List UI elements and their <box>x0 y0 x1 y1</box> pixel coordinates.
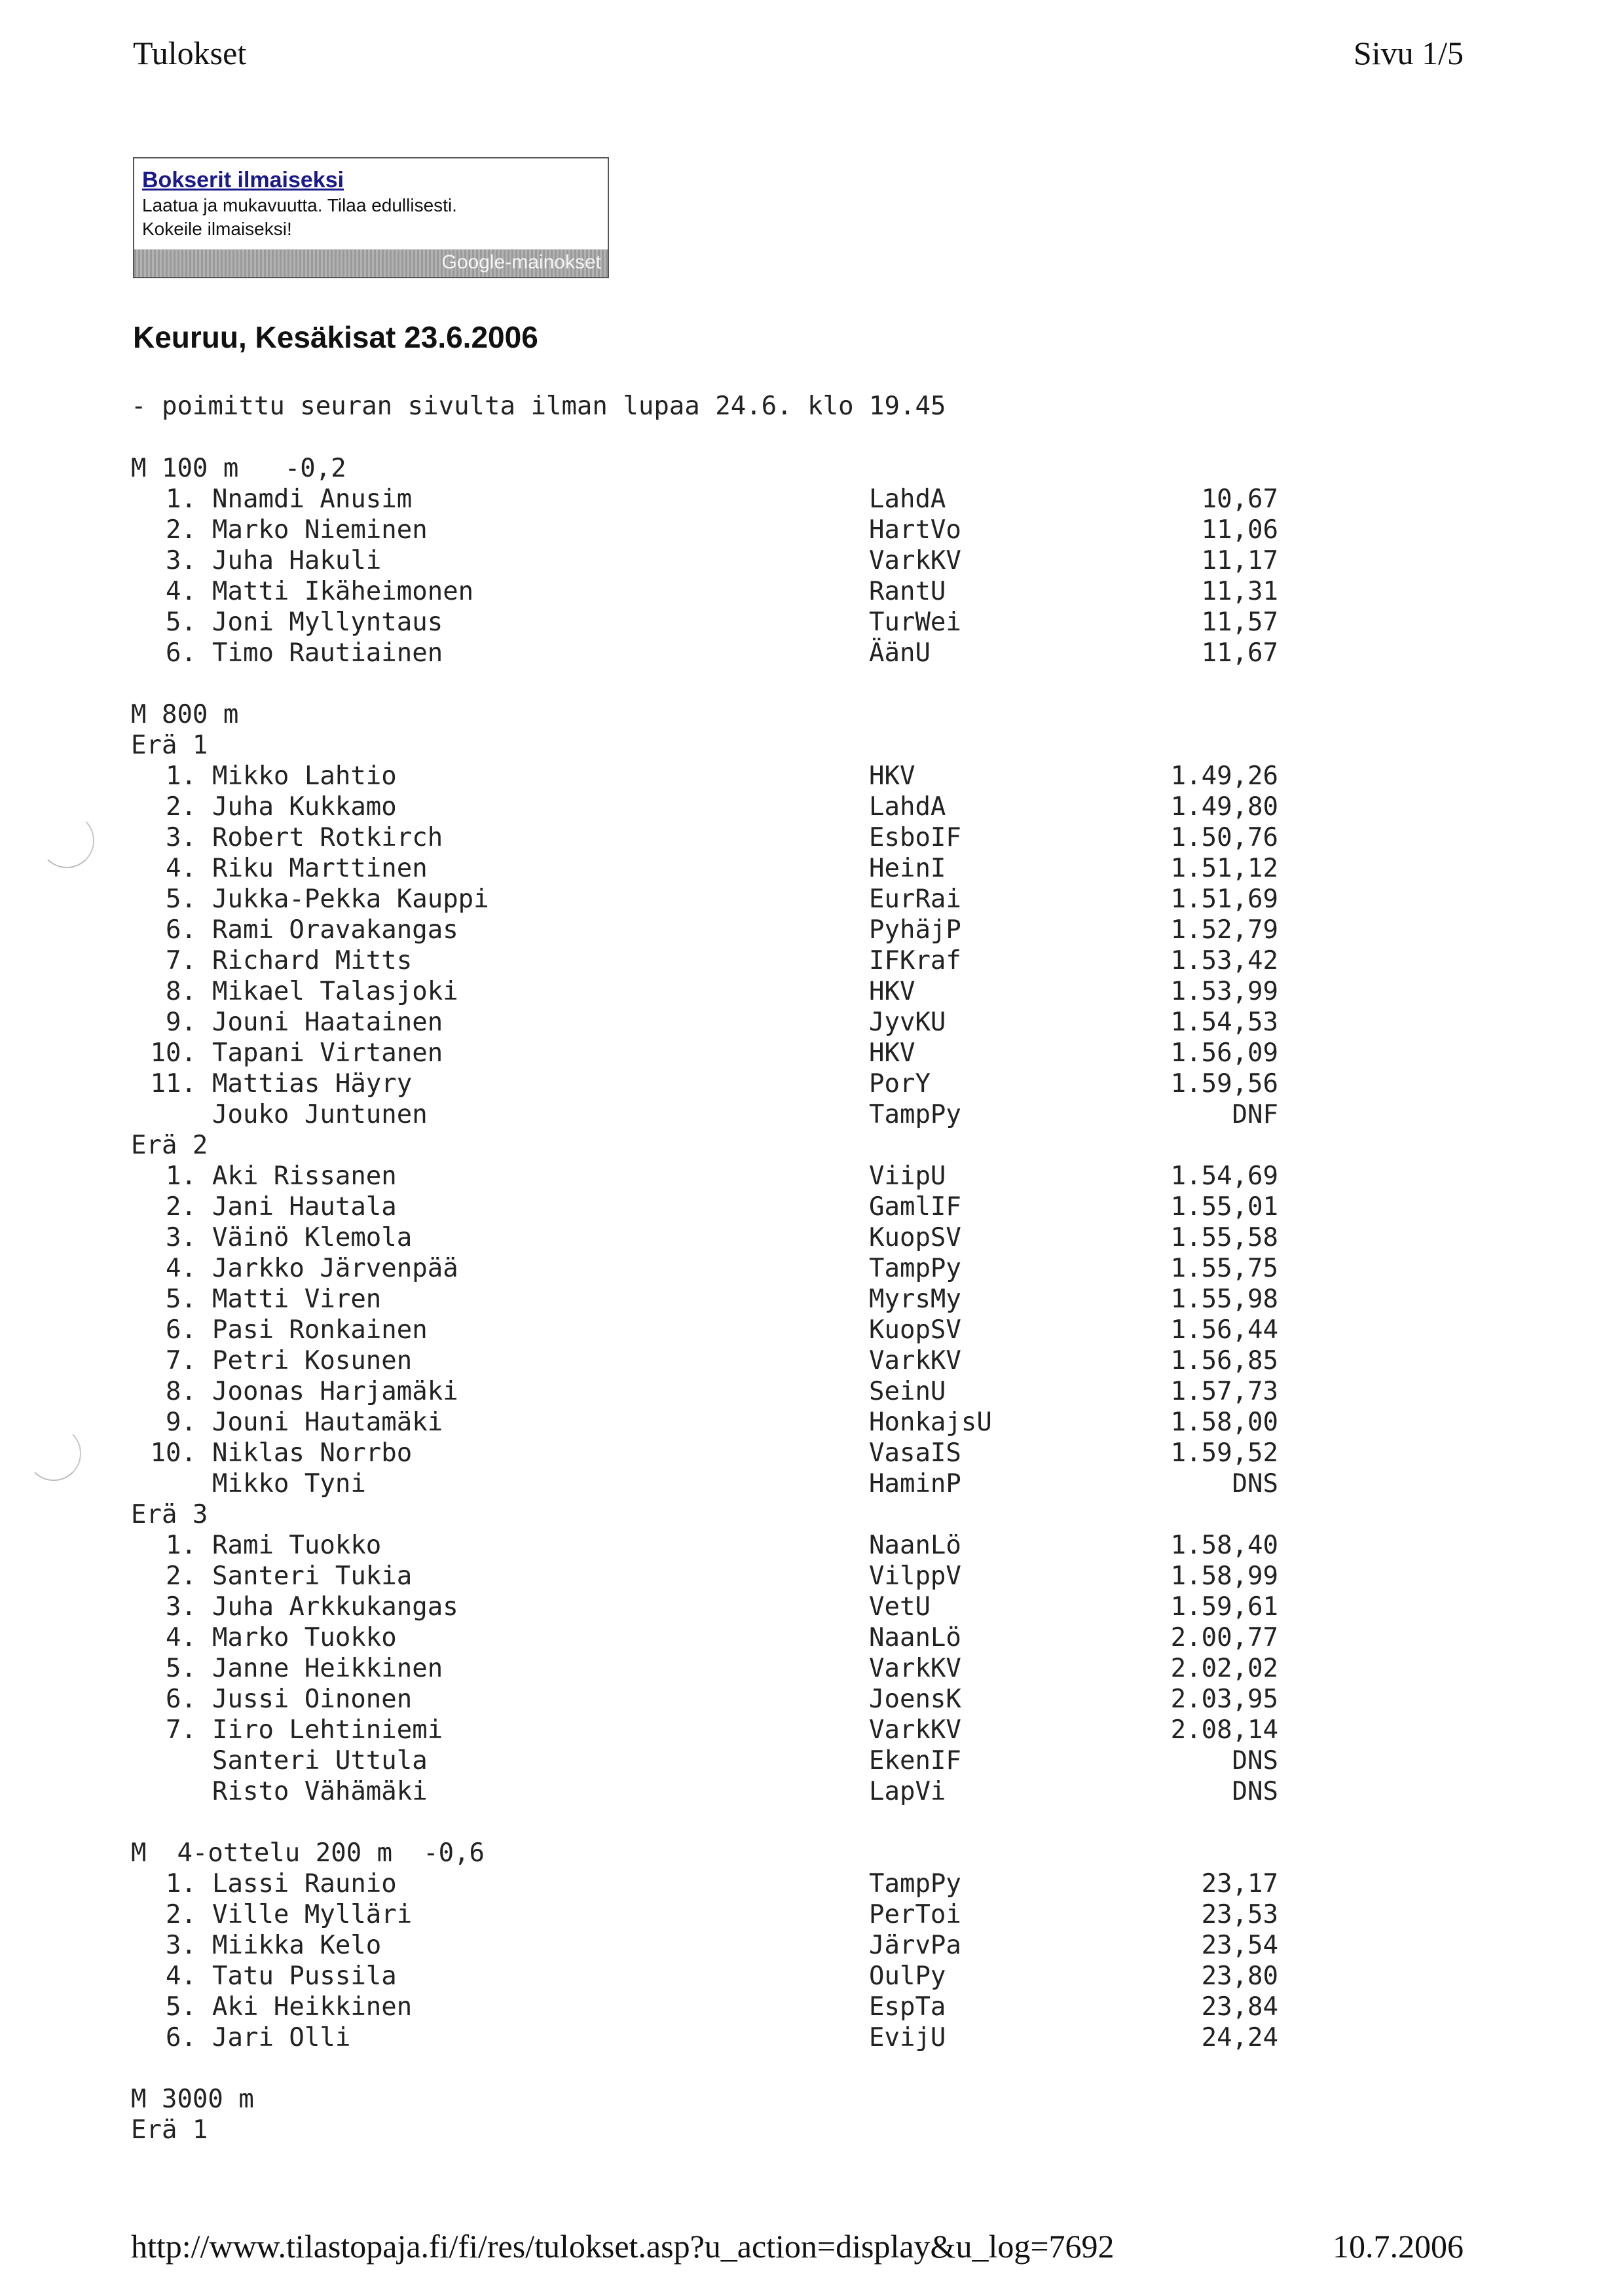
athlete-name: Juha Hakuli <box>212 546 382 575</box>
result-time: 2.08,14 <box>1170 1715 1278 1745</box>
result-place: 11. <box>150 1069 196 1099</box>
club-name: VarkKV <box>869 1654 961 1683</box>
result-place: 10. <box>150 1038 196 1068</box>
result-row <box>0 1746 1624 1777</box>
result-place: 3. <box>166 823 196 852</box>
result-time: 1.53,99 <box>1170 977 1278 1006</box>
club-name: IFKraf <box>869 946 961 975</box>
result-time: 1.59,56 <box>1170 1069 1278 1099</box>
result-place: 7. <box>166 1346 196 1376</box>
club-name: LahdA <box>869 484 946 514</box>
club-name: HonkajsU <box>869 1408 992 1437</box>
club-name: LapVi <box>869 1777 946 1806</box>
heat-label: Erä 1 <box>131 731 208 760</box>
punch-hole-mark <box>26 1426 81 1481</box>
club-name: PyhäjP <box>869 915 961 945</box>
event-heading: M 4-ottelu 200 m -0,6 <box>131 1838 485 1868</box>
result-time: 11,17 <box>1201 546 1278 575</box>
result-time: 2.02,02 <box>1170 1654 1278 1683</box>
club-name: TampPy <box>869 1869 961 1899</box>
result-row <box>0 1408 1624 1438</box>
result-time: 1.52,79 <box>1170 915 1278 945</box>
club-name: ÄänU <box>869 638 931 668</box>
club-name: TampPy <box>869 1254 961 1283</box>
result-row <box>0 946 1624 977</box>
result-place: 2. <box>166 1192 196 1222</box>
heat-label: Erä 2 <box>131 1131 208 1160</box>
result-time: 23,54 <box>1201 1931 1278 1960</box>
result-place: 7. <box>166 946 196 975</box>
result-place: 8. <box>166 1377 196 1406</box>
athlete-name: Tapani Virtanen <box>212 1038 443 1068</box>
heat-label: Erä 1 <box>131 2115 208 2145</box>
result-time: 1.58,40 <box>1170 1531 1278 1560</box>
result-place: 10. <box>150 1438 196 1468</box>
result-place: 5. <box>166 1285 196 1314</box>
athlete-name: Lassi Raunio <box>212 1869 397 1899</box>
result-row <box>0 1008 1624 1038</box>
heat-label: Erä 3 <box>131 1500 208 1529</box>
result-time: 11,67 <box>1201 638 1278 668</box>
result-row <box>0 1931 1624 1961</box>
result-row <box>0 1715 1624 1746</box>
result-row <box>0 1561 1624 1592</box>
result-row <box>0 761 1624 792</box>
athlete-name: Mikko Lahtio <box>212 761 397 791</box>
result-place: 2. <box>166 1561 196 1591</box>
club-name: VasaIS <box>869 1438 961 1468</box>
athlete-name: Joni Myllyntaus <box>212 608 443 637</box>
result-time: 1.58,00 <box>1170 1408 1278 1437</box>
result-place: 1. <box>166 484 196 514</box>
event-heading: M 100 m -0,2 <box>131 454 346 483</box>
footer-date: 10.7.2006 <box>1333 2228 1464 2265</box>
result-row <box>0 1254 1624 1285</box>
athlete-name: Aki Heikkinen <box>212 1992 413 2022</box>
athlete-name: Aki Rissanen <box>212 1161 397 1191</box>
club-name: HeinI <box>869 854 946 883</box>
club-name: HartVo <box>869 515 961 545</box>
page-title: Keuruu, Kesäkisat 23.6.2006 <box>133 320 538 354</box>
club-name: HaminP <box>869 1469 961 1499</box>
result-place: 6. <box>166 1315 196 1345</box>
athlete-name: Petri Kosunen <box>212 1346 413 1376</box>
result-time: 1.55,01 <box>1170 1192 1278 1222</box>
club-name: NaanLö <box>869 1623 961 1652</box>
result-place: 2. <box>166 1900 196 1929</box>
result-row <box>0 1992 1624 2023</box>
club-name: LahdA <box>869 792 946 822</box>
result-time: DNS <box>1232 1777 1278 1806</box>
result-time: 1.50,76 <box>1170 823 1278 852</box>
result-row <box>0 1961 1624 1992</box>
result-row <box>0 1069 1624 1100</box>
club-name: GamlIF <box>869 1192 961 1222</box>
result-row <box>0 884 1624 915</box>
result-place: 9. <box>166 1008 196 1037</box>
punch-hole-mark <box>39 813 94 868</box>
athlete-name: Jouni Hautamäki <box>212 1408 443 1437</box>
club-name: VilppV <box>869 1561 961 1591</box>
athlete-name: Rami Oravakangas <box>212 915 458 945</box>
result-place: 4. <box>166 1254 196 1283</box>
result-time: 1.51,12 <box>1170 854 1278 883</box>
athlete-name: Matti Viren <box>212 1285 382 1314</box>
club-name: PerToi <box>869 1900 961 1929</box>
athlete-name: Juha Arkkukangas <box>212 1592 458 1622</box>
result-row <box>0 823 1624 854</box>
result-row <box>0 1777 1624 1808</box>
result-row <box>0 608 1624 638</box>
club-name: OulPy <box>869 1961 946 1991</box>
athlete-name: Timo Rautiainen <box>212 638 443 668</box>
result-time: 1.54,53 <box>1170 1008 1278 1037</box>
athlete-name: Ville Mylläri <box>212 1900 413 1929</box>
athlete-name: Jari Olli <box>212 2023 351 2052</box>
club-name: VarkKV <box>869 546 961 575</box>
ad-footer-label[interactable]: Google-mainokset <box>441 251 601 273</box>
athlete-name: Risto Vähämäki <box>212 1777 428 1806</box>
club-name: HKV <box>869 1038 915 1068</box>
ad-footer-bar[interactable] <box>134 249 608 277</box>
result-row <box>0 1531 1624 1561</box>
result-place: 3. <box>166 1931 196 1960</box>
result-row <box>0 546 1624 577</box>
club-name: EurRai <box>869 884 961 914</box>
result-place: 5. <box>166 608 196 637</box>
result-row <box>0 2023 1624 2054</box>
result-row <box>0 1592 1624 1623</box>
result-time: 10,67 <box>1201 484 1278 514</box>
result-time: 23,80 <box>1201 1961 1278 1991</box>
result-row <box>0 792 1624 823</box>
result-time: 23,84 <box>1201 1992 1278 2022</box>
athlete-name: Janne Heikkinen <box>212 1654 443 1683</box>
result-place: 1. <box>166 1869 196 1899</box>
athlete-name: Väinö Klemola <box>212 1223 413 1252</box>
result-time: 1.58,99 <box>1170 1561 1278 1591</box>
result-time: 11,31 <box>1201 577 1278 606</box>
club-name: MyrsMy <box>869 1285 961 1314</box>
result-place: 2. <box>166 515 196 545</box>
result-time: 1.49,26 <box>1170 761 1278 791</box>
result-row <box>0 1900 1624 1931</box>
result-time: 1.51,69 <box>1170 884 1278 914</box>
result-row <box>0 577 1624 608</box>
athlete-name: Juha Kukkamo <box>212 792 397 822</box>
result-place: 5. <box>166 1992 196 2022</box>
result-time: 2.00,77 <box>1170 1623 1278 1652</box>
result-place: 9. <box>166 1408 196 1437</box>
athlete-name: Robert Rotkirch <box>212 823 443 852</box>
result-row <box>0 484 1624 515</box>
ad-text-line-2: Kokeile ilmaiseksi! <box>142 219 292 239</box>
result-place: 6. <box>166 1685 196 1714</box>
result-place: 4. <box>166 854 196 883</box>
result-time: 1.56,85 <box>1170 1346 1278 1376</box>
athlete-name: Rami Tuokko <box>212 1531 382 1560</box>
club-name: JoensK <box>869 1685 961 1714</box>
footer-url: http://www.tilastopaja.fi/fi/res/tulokset.asp?u_action=display&u_log=7692 <box>131 2228 1115 2265</box>
athlete-name: Jouni Haatainen <box>212 1008 443 1037</box>
result-place: 5. <box>166 1654 196 1683</box>
result-place: 6. <box>166 915 196 945</box>
google-ad-box[interactable] <box>133 157 609 278</box>
result-place: 3. <box>166 1592 196 1622</box>
ad-text-line-1: Laatua ja mukavuutta. Tilaa edullisesti. <box>142 195 457 215</box>
result-time: DNS <box>1232 1746 1278 1776</box>
result-row <box>0 1223 1624 1254</box>
result-row <box>0 1869 1624 1900</box>
club-name: VarkKV <box>869 1346 961 1376</box>
athlete-name: Mattias Häyry <box>212 1069 413 1099</box>
result-row <box>0 915 1624 946</box>
result-time: 1.55,75 <box>1170 1254 1278 1283</box>
club-name: TampPy <box>869 1100 961 1129</box>
athlete-name: Nnamdi Anusim <box>212 484 413 514</box>
result-time: 23,53 <box>1201 1900 1278 1929</box>
result-time: 1.57,73 <box>1170 1377 1278 1406</box>
athlete-name: Marko Nieminen <box>212 515 428 545</box>
result-time: 1.56,44 <box>1170 1315 1278 1345</box>
result-row <box>0 1192 1624 1223</box>
result-row <box>0 977 1624 1008</box>
result-time: 11,06 <box>1201 515 1278 545</box>
club-name: VetU <box>869 1592 931 1622</box>
source-note: - poimittu seuran sivulta ilman lupaa 24.6. klo 19.45 <box>131 392 946 421</box>
club-name: HKV <box>869 977 915 1006</box>
result-time: 24,24 <box>1201 2023 1278 2052</box>
result-place: 3. <box>166 546 196 575</box>
ad-title-link[interactable]: Bokserit ilmaiseksi <box>142 168 344 192</box>
result-place: 6. <box>166 638 196 668</box>
result-place: 3. <box>166 1223 196 1252</box>
club-name: JärvPa <box>869 1931 961 1960</box>
athlete-name: Jani Hautala <box>212 1192 397 1222</box>
page-header-left: Tulokset <box>133 35 247 71</box>
club-name: EvijU <box>869 2023 946 2052</box>
result-time: DNF <box>1232 1100 1278 1129</box>
result-row <box>0 1654 1624 1685</box>
club-name: ViipU <box>869 1161 946 1191</box>
result-time: 1.56,09 <box>1170 1038 1278 1068</box>
result-place: 8. <box>166 977 196 1006</box>
club-name: RantU <box>869 577 946 606</box>
athlete-name: Niklas Norrbo <box>212 1438 413 1468</box>
athlete-name: Joonas Harjamäki <box>212 1377 458 1406</box>
club-name: EspTa <box>869 1992 946 2022</box>
result-row <box>0 1315 1624 1346</box>
club-name: HKV <box>869 761 915 791</box>
result-time: 1.53,42 <box>1170 946 1278 975</box>
club-name: EsboIF <box>869 823 961 852</box>
athlete-name: Richard Mitts <box>212 946 413 975</box>
club-name: EkenIF <box>869 1746 961 1776</box>
result-place: 1. <box>166 1531 196 1560</box>
result-row <box>0 515 1624 546</box>
result-time: 1.55,58 <box>1170 1223 1278 1252</box>
club-name: KuopSV <box>869 1315 961 1345</box>
result-time: 23,17 <box>1201 1869 1278 1899</box>
result-row <box>0 1100 1624 1131</box>
athlete-name: Matti Ikäheimonen <box>212 577 474 606</box>
result-place: 7. <box>166 1715 196 1745</box>
club-name: VarkKV <box>869 1715 961 1745</box>
result-place: 1. <box>166 1161 196 1191</box>
athlete-name: Mikael Talasjoki <box>212 977 458 1006</box>
result-row <box>0 1438 1624 1469</box>
result-time: 1.49,80 <box>1170 792 1278 822</box>
club-name: JyvKU <box>869 1008 946 1037</box>
athlete-name: Jouko Juntunen <box>212 1100 428 1129</box>
club-name: NaanLö <box>869 1531 961 1560</box>
result-time: DNS <box>1232 1469 1278 1499</box>
athlete-name: Pasi Ronkainen <box>212 1315 428 1345</box>
result-row <box>0 1623 1624 1654</box>
athlete-name: Santeri Uttula <box>212 1746 428 1776</box>
athlete-name: Tatu Pussila <box>212 1961 397 1991</box>
result-time: 11,57 <box>1201 608 1278 637</box>
athlete-name: Marko Tuokko <box>212 1623 397 1652</box>
result-place: 4. <box>166 1623 196 1652</box>
result-time: 1.59,61 <box>1170 1592 1278 1622</box>
page-number: Sivu 1/5 <box>1353 35 1464 71</box>
club-name: PorY <box>869 1069 931 1099</box>
result-place: 2. <box>166 792 196 822</box>
result-row <box>0 1377 1624 1408</box>
athlete-name: Iiro Lehtiniemi <box>212 1715 443 1745</box>
event-heading: M 800 m <box>131 700 239 729</box>
result-row <box>0 854 1624 884</box>
athlete-name: Miikka Kelo <box>212 1931 382 1960</box>
result-place: 4. <box>166 1961 196 1991</box>
result-row <box>0 1346 1624 1377</box>
result-place: 5. <box>166 884 196 914</box>
result-row <box>0 1038 1624 1069</box>
result-time: 1.59,52 <box>1170 1438 1278 1468</box>
club-name: TurWei <box>869 608 961 637</box>
club-name: SeinU <box>869 1377 946 1406</box>
result-time: 1.55,98 <box>1170 1285 1278 1314</box>
result-place: 6. <box>166 2023 196 2052</box>
result-place: 4. <box>166 577 196 606</box>
result-time: 2.03,95 <box>1170 1685 1278 1714</box>
result-row <box>0 1685 1624 1715</box>
result-row <box>0 1285 1624 1315</box>
result-row <box>0 1161 1624 1192</box>
athlete-name: Riku Marttinen <box>212 854 428 883</box>
result-row <box>0 1469 1624 1500</box>
result-time: 1.54,69 <box>1170 1161 1278 1191</box>
athlete-name: Jussi Oinonen <box>212 1685 413 1714</box>
athlete-name: Jukka-Pekka Kauppi <box>212 884 489 914</box>
result-row <box>0 638 1624 669</box>
club-name: KuopSV <box>869 1223 961 1252</box>
athlete-name: Santeri Tukia <box>212 1561 413 1591</box>
result-place: 1. <box>166 761 196 791</box>
athlete-name: Mikko Tyni <box>212 1469 366 1499</box>
event-heading: M 3000 m <box>131 2085 254 2114</box>
athlete-name: Jarkko Järvenpää <box>212 1254 458 1283</box>
